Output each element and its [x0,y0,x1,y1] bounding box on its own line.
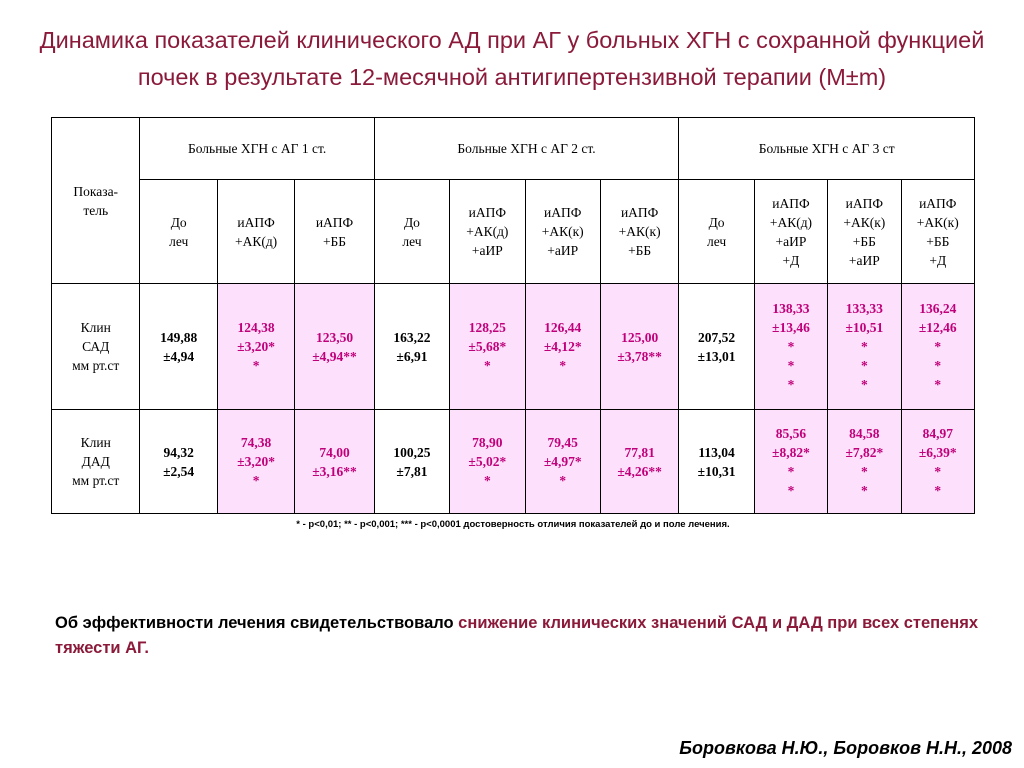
cell-treated: 126,44 ±4,12* * [525,284,600,410]
subheader-treatment: иАПФ +АК(д) +аИР +Д [754,180,827,284]
cell-treated: 84,58 ±7,82* * * [828,410,901,514]
results-table [51,117,975,514]
cell-treated: 138,33 ±13,46 * * * [754,284,827,410]
cell-treated: 123,50 ±4,94** [295,284,374,410]
cell-baseline: 113,04 ±10,31 [679,410,754,514]
conclusion-highlight: снижение клинических значений САД и ДАД при всех степенях тяжести АГ. [55,614,979,657]
author-citation: Боровкова Н.Ю., Боровков Н.Н., 2008 [679,738,1012,758]
subheader-treatment: иАПФ +АК(к) +ББ +Д [901,180,974,284]
subheader-treatment: иАПФ +АК(к) +ББ [600,180,678,284]
cell-treated: 74,00 ±3,16** [295,410,374,514]
cell-baseline: 100,25 ±7,81 [374,410,449,514]
table-row-sad [52,284,975,410]
significance-footnote: * - p<0,01; ** - p<0,001; *** - p<0,0001 достоверность отличия показателей до и поле лечения. [296,519,730,530]
subheader-treatment: иАПФ +ББ [295,180,374,284]
cell-treated: 74,38 ±3,20* * [217,410,294,514]
group-header-stage1: Больные ХГН с АГ 1 ст. [140,118,374,180]
group-header-stage2: Больные ХГН с АГ 2 ст. [374,118,679,180]
cell-treated: 84,97 ±6,39* * * [901,410,974,514]
cell-treated: 85,56 ±8,82* * * [754,410,827,514]
subheader-treatment: иАПФ +АК(к) +ББ +аИР [828,180,901,284]
cell-baseline: 163,22 ±6,91 [374,284,449,410]
cell-treated: 77,81 ±4,26** [600,410,678,514]
cell-treated: 79,45 ±4,97* * [525,410,600,514]
cell-treated: 125,00 ±3,78** [600,284,678,410]
row-label-dad: Клин ДАД мм рт.ст [52,410,140,514]
cell-treated: 124,38 ±3,20* * [217,284,294,410]
corner-header: Показа- тель [52,118,140,284]
cell-baseline: 149,88 ±4,94 [140,284,217,410]
subheader-before: До леч [679,180,754,284]
row-label-sad: Клин САД мм рт.ст [52,284,140,410]
cell-treated: 78,90 ±5,02* * [450,410,525,514]
table-row-dad [52,410,975,514]
subheader-treatment: иАПФ +АК(д) [217,180,294,284]
subheader-before: До леч [374,180,449,284]
conclusion-text [55,611,985,661]
cell-treated: 133,33 ±10,51 * * * [828,284,901,410]
cell-baseline: 207,52 ±13,01 [679,284,754,410]
slide-title: Динамика показателей клинического АД при АГ у больных ХГН с сохранной функцией почек в результате 12-месячной антигипертензивной терапии (М±m) [39,27,985,90]
subheader-treatment: иАПФ +АК(к) +аИР [525,180,600,284]
cell-baseline: 94,32 ±2,54 [140,410,217,514]
group-header-stage3: Больные ХГН с АГ 3 ст [679,118,975,180]
conclusion-plain: Об эффективности лечения свидетельствовало [55,614,459,632]
cell-treated: 136,24 ±12,46 * * * [901,284,974,410]
cell-treated: 128,25 ±5,68* * [450,284,525,410]
subheader-treatment: иАПФ +АК(д) +аИР [450,180,525,284]
subheader-before: До леч [140,180,217,284]
